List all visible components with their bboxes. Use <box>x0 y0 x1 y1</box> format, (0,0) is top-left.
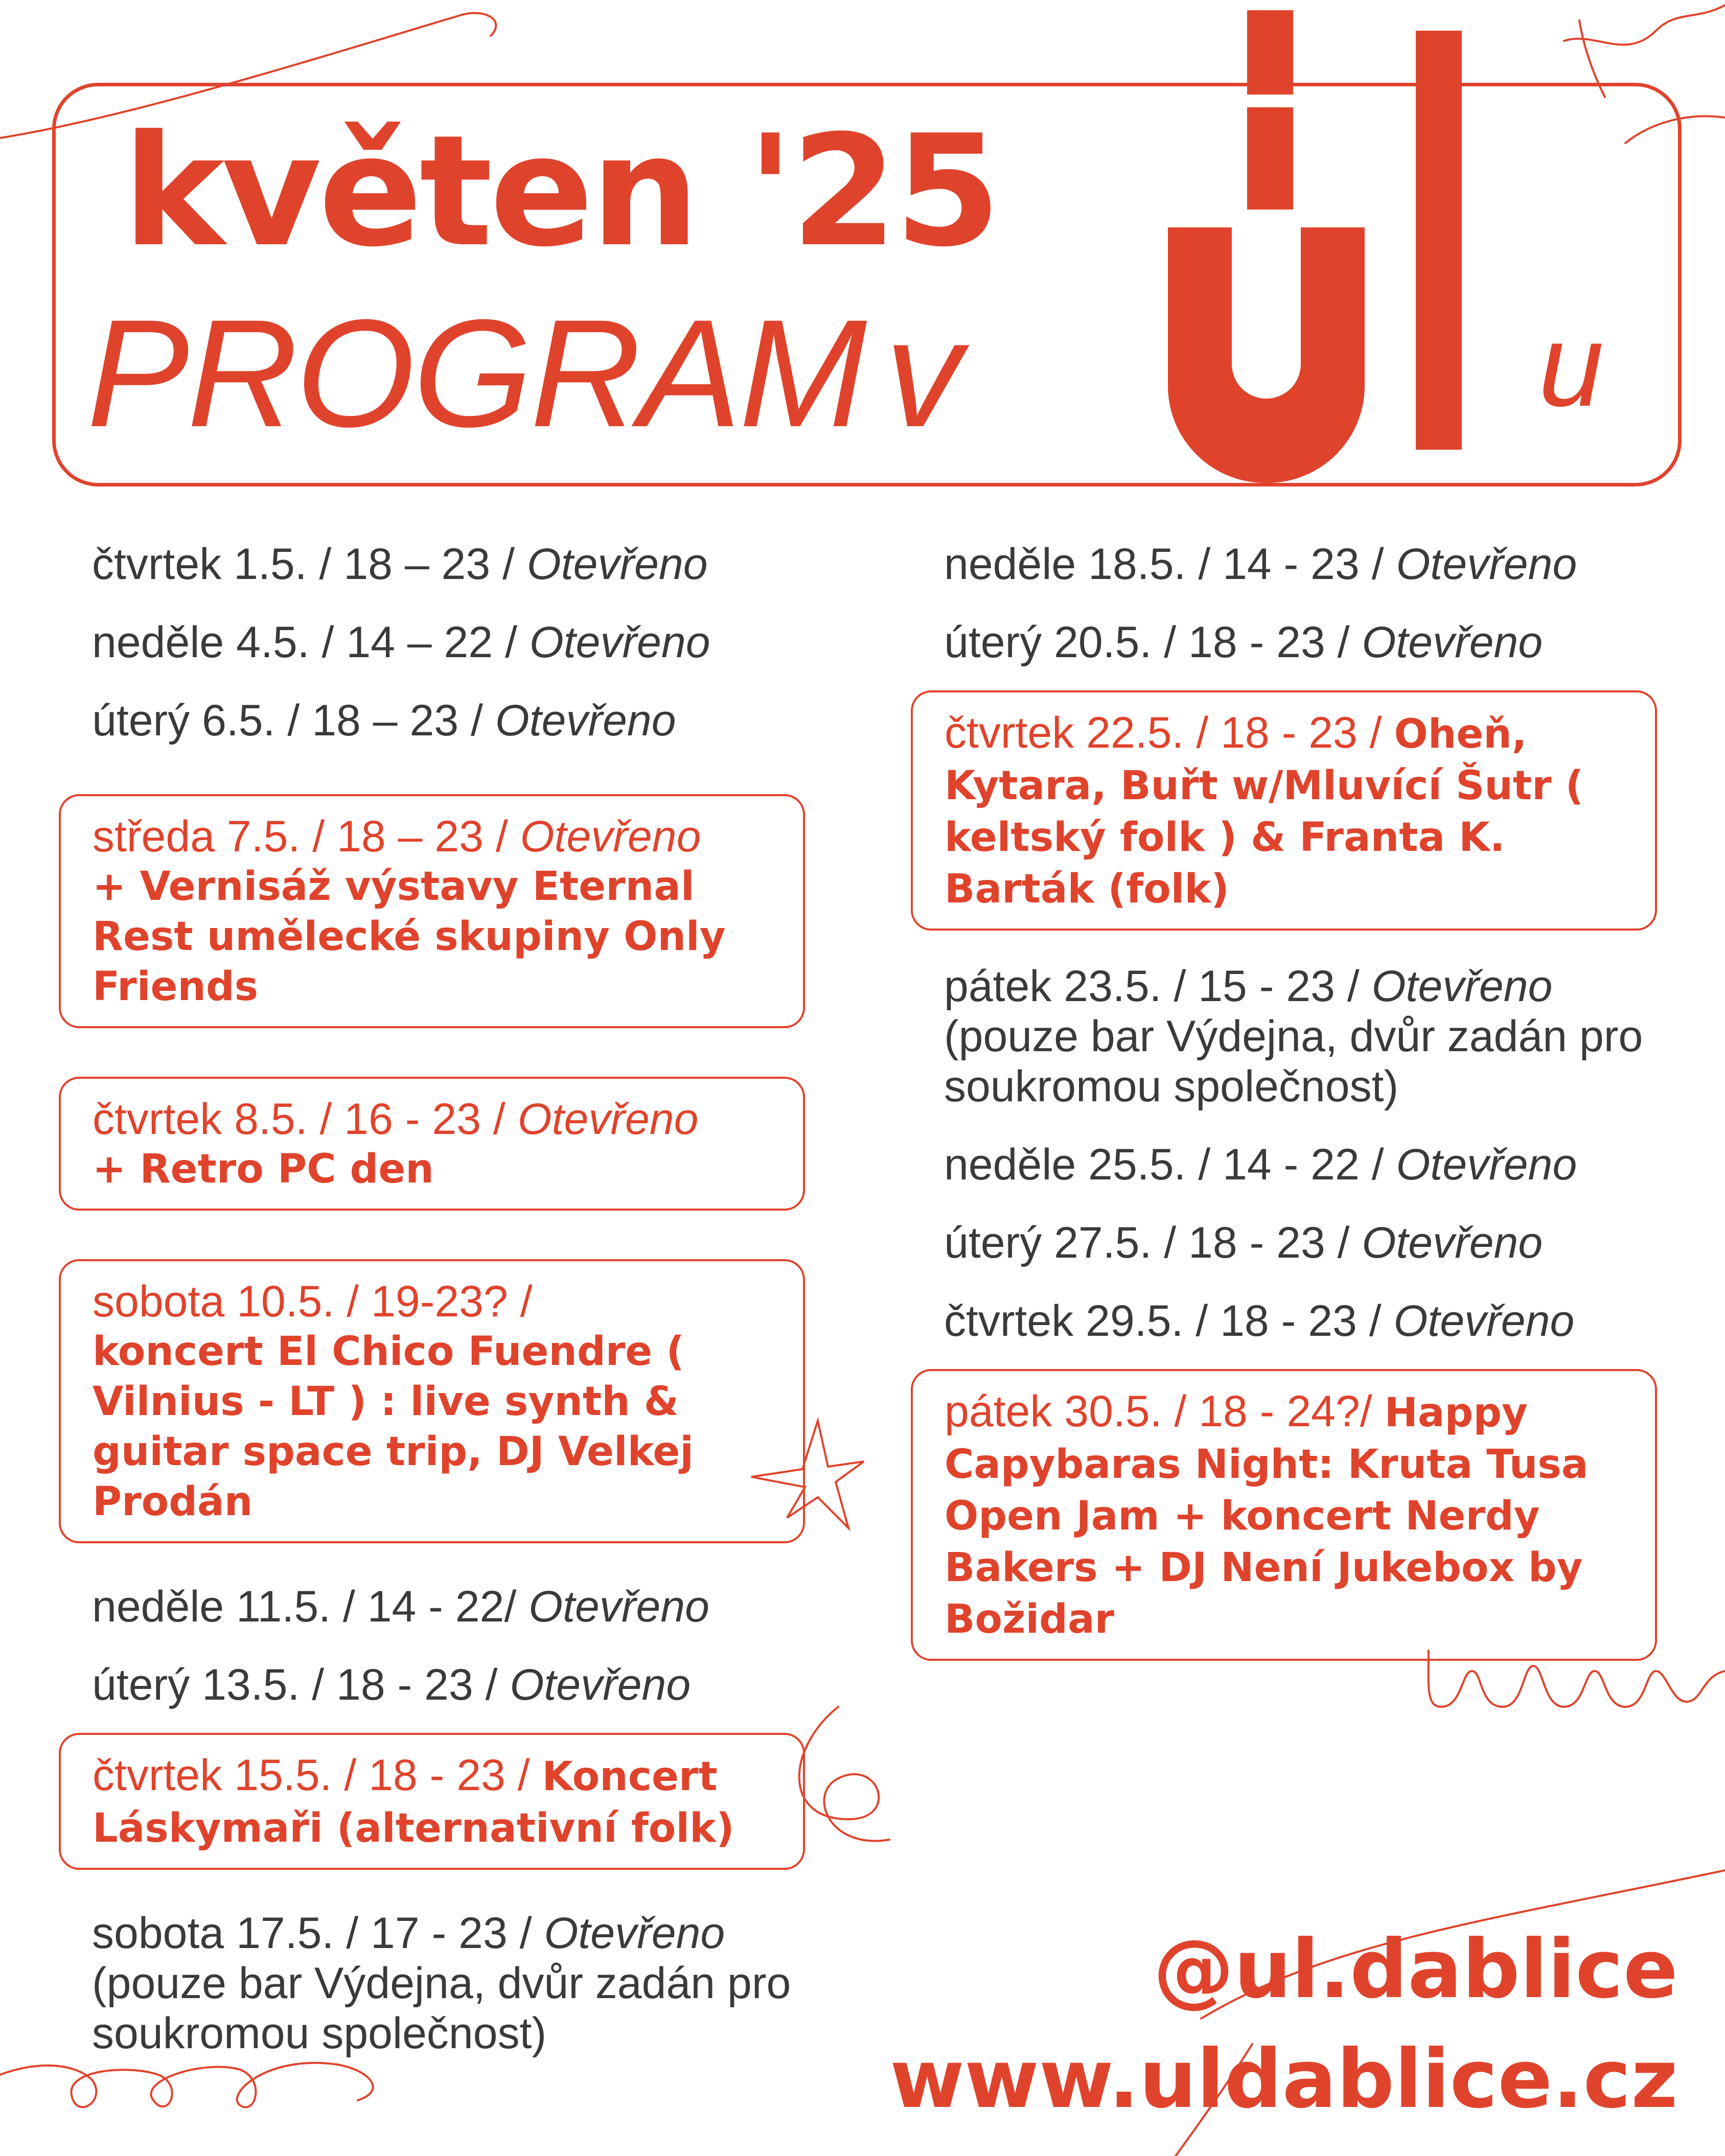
instagram-handle[interactable]: @ul.dablice <box>1153 1922 1678 2016</box>
event-highlight-box: čtvrtek 22.5. / 18 - 23 / Oheň, Kytara, Buřt w/Mluvící Šutr ( keltský folk ) & Franta K. Barták (folk) <box>911 690 1657 931</box>
event-highlight-box: čtvrtek 8.5. / 16 - 23 / Otevřeno + Retro PC den <box>59 1077 805 1211</box>
event-item: čtvrtek 29.5. / 18 - 23 / Otevřeno <box>944 1296 1575 1346</box>
page-title: květen '25 <box>123 102 998 281</box>
program-word: PROGRAM <box>87 287 865 459</box>
event-item: úterý 6.5. / 18 – 23 / Otevřeno <box>92 696 676 745</box>
event-item: úterý 20.5. / 18 - 23 / Otevřeno <box>944 618 1543 667</box>
program-column-right <box>911 539 1657 1709</box>
event-item: sobota 17.5. / 17 - 23 / Otevřeno (pouze bar Výdejna, dvůr zadán pro soukromou společnost) <box>92 1909 791 2058</box>
event-highlight-box: pátek 30.5. / 18 - 24?/ Happy Capybaras Night: Kruta Tusa Open Jam + koncert Nerdy Bakers + DJ Není Jukebox by Božidar <box>911 1369 1657 1661</box>
loop-scribble-icon <box>799 1707 889 1841</box>
event-item: čtvrtek 1.5. / 18 – 23 / Otevřeno <box>92 540 708 589</box>
logo-bar-mid <box>1247 107 1293 210</box>
program-column-left <box>59 539 805 2087</box>
program-title <box>87 287 960 459</box>
event-item: úterý 27.5. / 18 - 23 / Otevřeno <box>944 1218 1543 1267</box>
event-item: neděle 18.5. / 14 - 23 / Otevřeno <box>944 540 1577 589</box>
logo-small-u: u <box>1538 299 1604 431</box>
logo-u-hole <box>1232 227 1301 399</box>
logo-bar-top <box>1247 10 1293 95</box>
event-item: úterý 13.5. / 18 - 23 / Otevřeno <box>92 1660 691 1709</box>
event-item: neděle 11.5. / 14 - 22/ Otevřeno <box>92 1582 709 1631</box>
program-v: v <box>885 287 960 459</box>
event-highlight-box: sobota 10.5. / 19-23? / koncert El Chico Fuendre ( Vilnius - LT ) : live synth & guitar space trip, DJ Velkej Prodán <box>59 1259 805 1543</box>
event-item: neděle 4.5. / 14 – 22 / Otevřeno <box>92 618 710 667</box>
event-highlight-box: středa 7.5. / 18 – 23 / Otevřeno + Vernisáž výstavy Eternal Rest umělecké skupiny Only Friends <box>59 794 805 1028</box>
event-item: pátek 23.5. / 15 - 23 / Otevřeno (pouze bar Výdejna, dvůr zadán pro soukromou společnost) <box>944 962 1643 1111</box>
event-item: neděle 25.5. / 14 - 22 / Otevřeno <box>944 1140 1577 1189</box>
website-link[interactable]: www.uldablice.cz <box>889 2032 1678 2126</box>
event-highlight-box: čtvrtek 15.5. / 18 - 23 / Koncert Láskymaři (alternativní folk) <box>59 1733 805 1870</box>
logo-l-shape <box>1416 31 1462 450</box>
